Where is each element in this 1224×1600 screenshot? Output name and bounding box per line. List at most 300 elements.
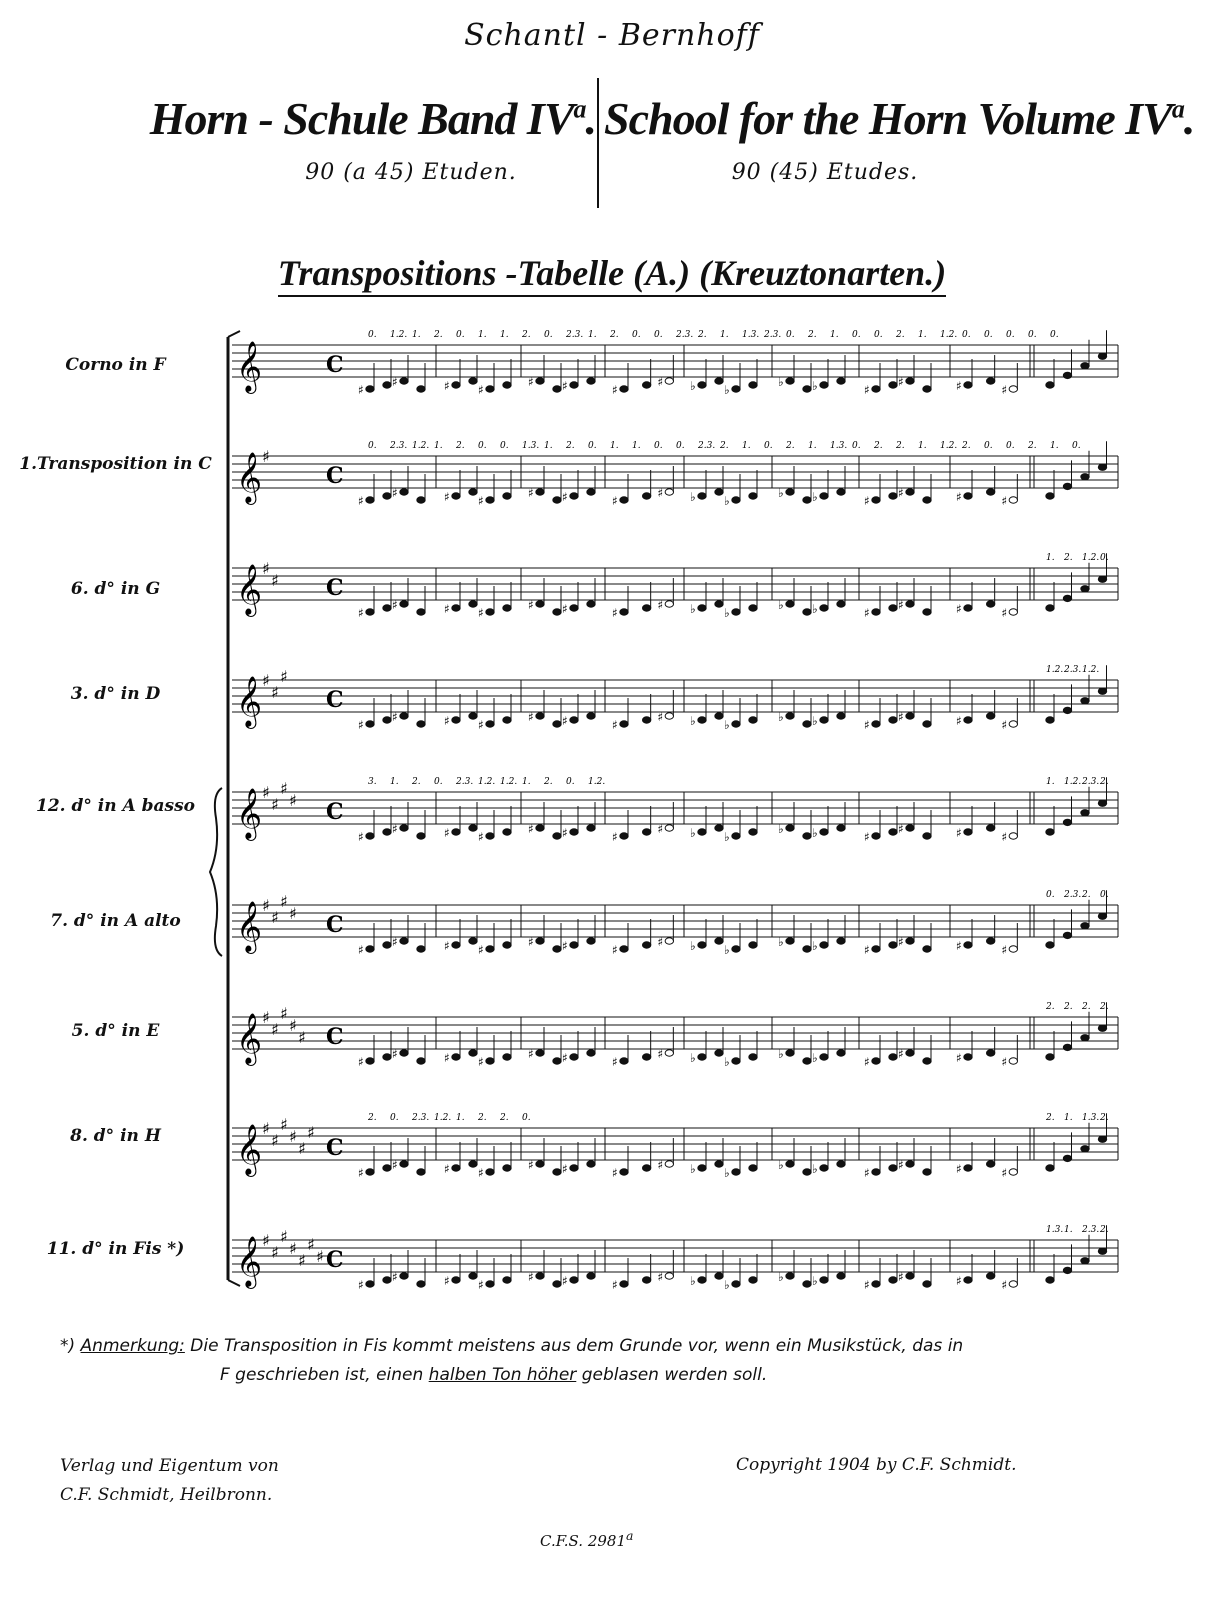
notehead [452,382,460,388]
fingering: 2.3. [456,777,474,787]
notehead [469,378,477,384]
fingering: 0. [676,441,685,451]
fingering: 0. [1072,441,1081,451]
accidental: ♯ [657,486,664,500]
notehead [536,1050,544,1056]
notehead [366,1058,374,1064]
notehead [820,717,828,723]
notehead [1046,829,1054,835]
accidental: ♯ [612,606,618,620]
accidental: ♯ [864,606,870,620]
notehead [803,833,811,839]
notehead [820,1054,828,1060]
time-signature: C [326,575,344,601]
notehead [570,605,578,611]
notehead [906,1161,914,1167]
accidental: ♯ [612,830,618,844]
accidental: ♭ [812,1162,818,1176]
notehead [749,1277,757,1283]
notehead [986,713,994,719]
accidental: ♭ [812,826,818,840]
fingering: 0. [1028,330,1037,340]
key-sharp: ♯ [271,683,279,702]
fingering: 2. [1100,1225,1109,1235]
notehead [1081,923,1089,929]
notehead [553,497,561,503]
accidental: ♯ [864,830,870,844]
treble-clef: 𝄞 [236,676,263,727]
fingering: 1. [544,441,553,451]
accidental: ♭ [812,1274,818,1288]
accidental: ♯ [528,822,534,836]
notehead [383,382,391,388]
time-signature: C [326,687,344,713]
notehead [486,386,494,392]
notehead [383,1165,391,1171]
notehead [964,382,972,388]
footnote [60,1332,1160,1390]
accidental: ♯ [358,1055,364,1069]
notehead [400,825,408,831]
notehead [553,721,561,727]
notehead [417,1281,425,1287]
fingering: 1. [1050,441,1059,451]
notehead [1081,363,1089,369]
notehead [889,1165,897,1171]
notehead [1098,913,1106,919]
fingering: 2. [808,330,817,340]
key-sharp: ♯ [298,1028,306,1047]
fingering: 2.3. [390,441,408,451]
accidental: ♭ [690,1274,696,1288]
treble-clef: 𝄞 [236,341,263,392]
notehead [837,1050,845,1056]
treble-clef: 𝄞 [236,452,263,503]
accidental: ♯ [898,822,904,836]
key-sharp: ♯ [262,1119,270,1138]
accidental: ♯ [956,1162,962,1176]
fingering: 1. [412,330,421,340]
notehead [570,717,578,723]
notehead [383,1054,391,1060]
notehead [698,942,706,948]
accidental: ♯ [444,602,450,616]
notehead [642,493,650,499]
notehead [620,386,628,392]
notehead [486,1169,494,1175]
notehead [553,1169,561,1175]
notehead [906,489,914,495]
accidental: ♯ [358,606,364,620]
accidental: ♯ [392,598,398,612]
fingering: 0. [764,441,773,451]
notehead [803,386,811,392]
time-signature: C [326,1135,344,1161]
accidental: ♯ [392,1158,398,1172]
notehead [786,489,794,495]
notehead [665,489,673,495]
fingering: 0. [478,441,487,451]
notehead [1098,464,1106,470]
notehead [1046,717,1054,723]
notehead [486,1281,494,1287]
notehead [964,493,972,499]
notehead [964,1054,972,1060]
accidental: ♭ [778,1270,784,1284]
notehead [906,713,914,719]
notehead [1046,1277,1054,1283]
accidental: ♯ [478,1055,484,1069]
notehead [1098,1248,1106,1254]
author-name: Schantl - Bernhoff [464,18,760,53]
accidental: ♭ [724,606,730,620]
fingering: 1.3. [1046,1225,1064,1235]
fingering: 0. [1006,330,1015,340]
key-sharp: ♯ [289,1127,297,1146]
notehead [1098,1025,1106,1031]
notehead [553,609,561,615]
fingering: 3. [368,777,377,787]
key-sharp: ♯ [298,1251,306,1270]
fingering: 0. [984,330,993,340]
notehead [923,609,931,615]
accidental: ♯ [562,1051,568,1065]
accidental: ♭ [778,1158,784,1172]
notehead [986,601,994,607]
notehead [469,825,477,831]
accidental: ♭ [724,494,730,508]
staff-label-e: 5. d° in E [71,1021,160,1041]
notehead [417,609,425,615]
notehead [503,1277,511,1283]
notehead [536,1161,544,1167]
fingering: 0. [874,330,883,340]
notehead [469,938,477,944]
fingering: 2. [1100,1002,1109,1012]
fingering: 0. [390,1113,399,1123]
fingering: 0. [1100,553,1109,563]
accidental: ♭ [690,939,696,953]
notehead [986,1273,994,1279]
accidental: ♯ [612,943,618,957]
notehead [923,1281,931,1287]
fingering: 2. [544,777,553,787]
notehead [536,1273,544,1279]
fingering: 0. [456,330,465,340]
notehead [715,1161,723,1167]
fingering: 1.3. [522,441,540,451]
accidental: ♯ [528,1047,534,1061]
notehead [587,713,595,719]
accidental: ♭ [690,379,696,393]
accidental: ♯ [528,375,534,389]
fingering: 1.3. [742,330,760,340]
accidental: ♭ [778,375,784,389]
notehead [715,1273,723,1279]
notehead [923,833,931,839]
fingering: 0. [522,1113,531,1123]
notehead [1063,483,1071,489]
notehead [536,713,544,719]
accidental: ♯ [657,822,664,836]
notehead [1009,1281,1017,1287]
fingering: 0. [544,330,553,340]
notehead [469,1273,477,1279]
key-sharp: ♯ [280,667,288,686]
accidental: ♯ [657,1270,664,1284]
system-bracket-top [228,331,240,337]
notehead [872,1281,880,1287]
notehead [417,946,425,952]
notehead [698,1165,706,1171]
notehead [837,378,845,384]
accidental: ♯ [444,714,450,728]
notehead [665,825,673,831]
notehead [889,717,897,723]
notehead [417,721,425,727]
notehead [400,1050,408,1056]
accidental: ♯ [657,710,664,724]
accidental: ♯ [657,1047,664,1061]
notehead [1063,819,1071,825]
staff-label-a-alto: 7. d° in A alto [50,911,181,931]
accidental: ♯ [562,1274,568,1288]
key-sharp: ♯ [280,892,288,911]
notehead [1009,609,1017,615]
fingering: 1.3. [1082,1113,1100,1123]
staff-label-g: 6. d° in G [70,579,161,599]
accidental: ♯ [956,1274,962,1288]
accidental: ♯ [956,490,962,504]
key-sharp: ♯ [262,1008,270,1027]
treble-clef: 𝄞 [236,1013,263,1064]
notehead [698,1277,706,1283]
notehead [732,386,740,392]
time-signature: C [326,352,344,378]
fingering: 0. [566,777,575,787]
accidental: ♯ [864,494,870,508]
accidental: ♯ [392,710,398,724]
notehead [1009,721,1017,727]
fingering: 0. [500,441,509,451]
notehead [715,1050,723,1056]
notehead [553,946,561,952]
notehead [642,942,650,948]
notehead [732,946,740,952]
notehead [964,829,972,835]
notehead [820,1277,828,1283]
accidental: ♯ [657,1158,664,1172]
time-signature: C [326,799,344,825]
notehead [665,1273,673,1279]
accidental: ♯ [478,494,484,508]
accidental: ♯ [478,718,484,732]
notehead [889,829,897,835]
fingering: 0. [654,330,663,340]
notehead [698,829,706,835]
accidental: ♯ [478,943,484,957]
notehead [400,1273,408,1279]
notehead [986,1050,994,1056]
accidental: ♯ [956,379,962,393]
fingering: 1. [522,777,531,787]
accidental: ♯ [1001,1055,1008,1069]
accidental: ♯ [864,943,870,957]
notehead [536,378,544,384]
notehead [1046,1054,1054,1060]
notehead [698,605,706,611]
notehead [486,497,494,503]
fingering: 2.3. [764,330,782,340]
fingering: 0. [786,330,795,340]
fingering: 2. [896,330,905,340]
notehead [786,601,794,607]
notehead [698,1054,706,1060]
accidental: ♭ [724,943,730,957]
accidental: ♯ [562,490,568,504]
notehead [503,382,511,388]
accidental: ♭ [778,935,784,949]
notehead [665,601,673,607]
notehead [964,1277,972,1283]
notehead [642,717,650,723]
notehead [536,938,544,944]
fingering: 2. [1046,1002,1055,1012]
notehead [1009,497,1017,503]
accidental: ♯ [612,1278,618,1292]
notehead [452,1277,460,1283]
notehead [383,942,391,948]
fingering: 2. [522,330,531,340]
copyright: Copyright 1904 by C.F. Schmidt. [736,1455,1017,1475]
notehead [620,833,628,839]
notehead [1063,707,1071,713]
accidental: ♯ [392,935,398,949]
notehead [570,1054,578,1060]
staff-label-d: 3. d° in D [70,684,161,704]
fingering: 0. [1100,890,1109,900]
notehead [642,1054,650,1060]
key-sharp: ♯ [271,908,279,927]
notehead [1046,493,1054,499]
fingering: 2. [1100,1113,1109,1123]
notehead [906,1273,914,1279]
publisher [60,1452,279,1510]
notehead [906,825,914,831]
notehead [1063,1267,1071,1273]
fingering: 1. [918,441,927,451]
fingering: 0. [588,441,597,451]
notehead [923,1058,931,1064]
notehead [570,829,578,835]
accidental: ♯ [657,598,664,612]
fingering: 2. [1082,1002,1091,1012]
notehead [872,721,880,727]
accidental: ♭ [690,826,696,840]
notehead [749,382,757,388]
accidental: ♯ [562,939,568,953]
fingering: 1. [918,330,927,340]
notehead [889,1054,897,1060]
notehead [786,378,794,384]
notehead [820,493,828,499]
fingering: 2. [1082,890,1091,900]
notehead [786,1161,794,1167]
fingering: 1. [1064,1225,1073,1235]
accidental: ♯ [358,830,364,844]
accidental: ♯ [358,943,364,957]
fingering: 1. [478,330,487,340]
notehead [620,609,628,615]
notehead [553,1058,561,1064]
notehead [570,942,578,948]
notehead [570,1165,578,1171]
notehead [620,1058,628,1064]
notehead [923,497,931,503]
notehead [872,386,880,392]
notehead [1081,586,1089,592]
notehead [587,489,595,495]
notehead [1063,372,1071,378]
accidental: ♭ [690,714,696,728]
notehead [786,938,794,944]
notehead [536,601,544,607]
accidental: ♯ [562,826,568,840]
notehead [1009,386,1017,392]
accidental: ♭ [690,1162,696,1176]
key-sharp: ♯ [289,1239,297,1258]
notehead [553,386,561,392]
accidental: ♯ [898,598,904,612]
key-sharp: ♯ [271,1131,279,1150]
fingering: 1. [1046,553,1055,563]
notehead [383,493,391,499]
accidental: ♯ [864,1055,870,1069]
fingering: 2. [412,777,421,787]
accidental: ♯ [528,935,534,949]
notehead [837,1161,845,1167]
time-signature: C [326,1024,344,1050]
fingering: 1. [588,330,597,340]
notehead [803,1169,811,1175]
notehead [642,605,650,611]
notehead [837,938,845,944]
notehead [665,713,673,719]
fingering: 2. [1100,777,1109,787]
notehead [642,382,650,388]
footnote-line2-underlined: halben Ton höher [428,1365,577,1385]
table-title: Transpositions -Tabelle (A.) (Kreuztonarten.) [0,252,1224,294]
footnote-label: Anmerkung: [80,1336,185,1356]
notehead [587,378,595,384]
notehead [803,497,811,503]
notehead [400,489,408,495]
notehead [400,713,408,719]
staff-label-a-basso: 12. d° in A basso [35,796,196,816]
notehead [872,497,880,503]
accidental: ♯ [612,1055,618,1069]
accidental: ♭ [778,1047,784,1061]
notehead [803,1281,811,1287]
fingering: 2. [566,441,575,451]
notehead [889,942,897,948]
notehead [665,1050,673,1056]
accidental: ♭ [724,383,730,397]
accidental: ♭ [812,602,818,616]
notehead [503,717,511,723]
notehead [1081,1035,1089,1041]
notehead [923,721,931,727]
